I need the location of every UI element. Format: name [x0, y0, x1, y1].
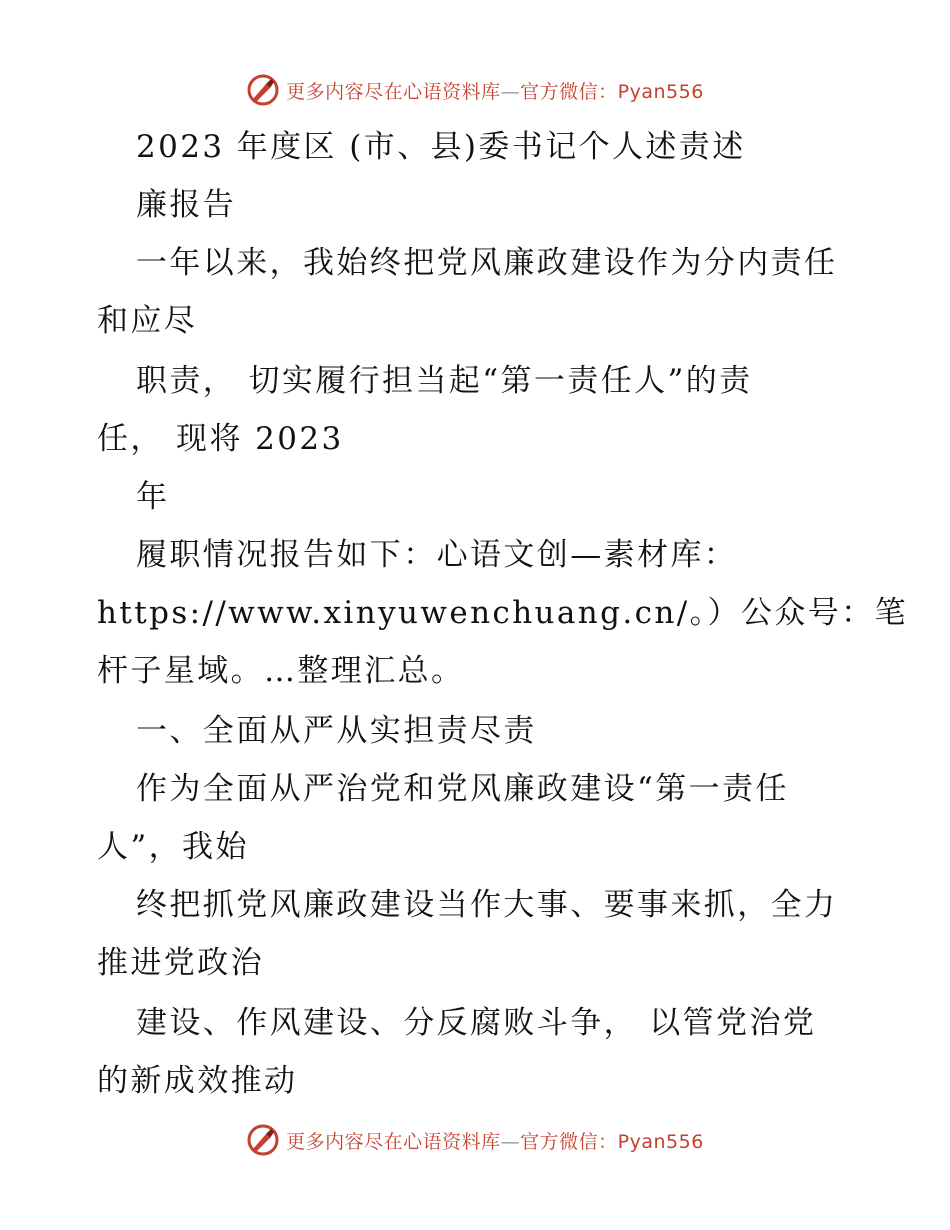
banner-text — [286, 1127, 704, 1154]
banner-main-text: 更多内容尽在心语资料库 — [286, 1130, 501, 1153]
footer-banner — [0, 1120, 950, 1160]
banner-text — [286, 77, 704, 104]
paragraph-line: 和应尽 — [97, 303, 198, 339]
paragraph-line: https://www.xinyuwenchuang.cn/。）公众号：笔 — [97, 595, 908, 631]
section-heading: 一、全面从严从实担责尽责 — [136, 713, 537, 749]
paragraph-line: 任， 现将 2023 — [97, 421, 344, 457]
pen-logo-icon — [246, 1123, 280, 1157]
header-banner — [0, 70, 950, 110]
banner-wechat-text: 官方微信：Pyan556 — [520, 80, 704, 103]
banner-dash: — — [500, 80, 521, 103]
banner-wechat-text: 官方微信：Pyan556 — [520, 1130, 704, 1153]
paragraph-line: 的新成效推动 — [97, 1063, 298, 1099]
paragraph-line: 年 — [136, 479, 170, 515]
paragraph-line: 推进党政治 — [97, 945, 264, 981]
paragraph-line: 终把抓党风廉政建设当作大事、要事来抓，全力 — [136, 887, 838, 923]
paragraph-line: 职责， 切实履行担当起“第一责任人”的责 — [136, 363, 753, 399]
pen-logo-icon — [246, 73, 280, 107]
paragraph-line: 一年以来，我始终把党风廉政建设作为分内责任 — [136, 245, 838, 281]
paragraph-line: 作为全面从严治党和党风廉政建设“第一责任 — [136, 771, 789, 807]
paragraph-line: 建设、作风建设、分反腐败斗争， 以管党治党 — [136, 1005, 817, 1041]
title-line-1: 2023 年度区 (市、县)委书记个人述责述 — [136, 129, 746, 165]
paragraph-line: 履职情况报告如下：心语文创—素材库： — [136, 537, 738, 573]
title-line-2: 廉报告 — [136, 187, 237, 223]
banner-main-text: 更多内容尽在心语资料库 — [286, 80, 501, 103]
banner-dash: — — [500, 1130, 521, 1153]
paragraph-line: 人”，我始 — [97, 829, 249, 865]
paragraph-line: 杆子星域。…整理汇总。 — [97, 653, 465, 689]
